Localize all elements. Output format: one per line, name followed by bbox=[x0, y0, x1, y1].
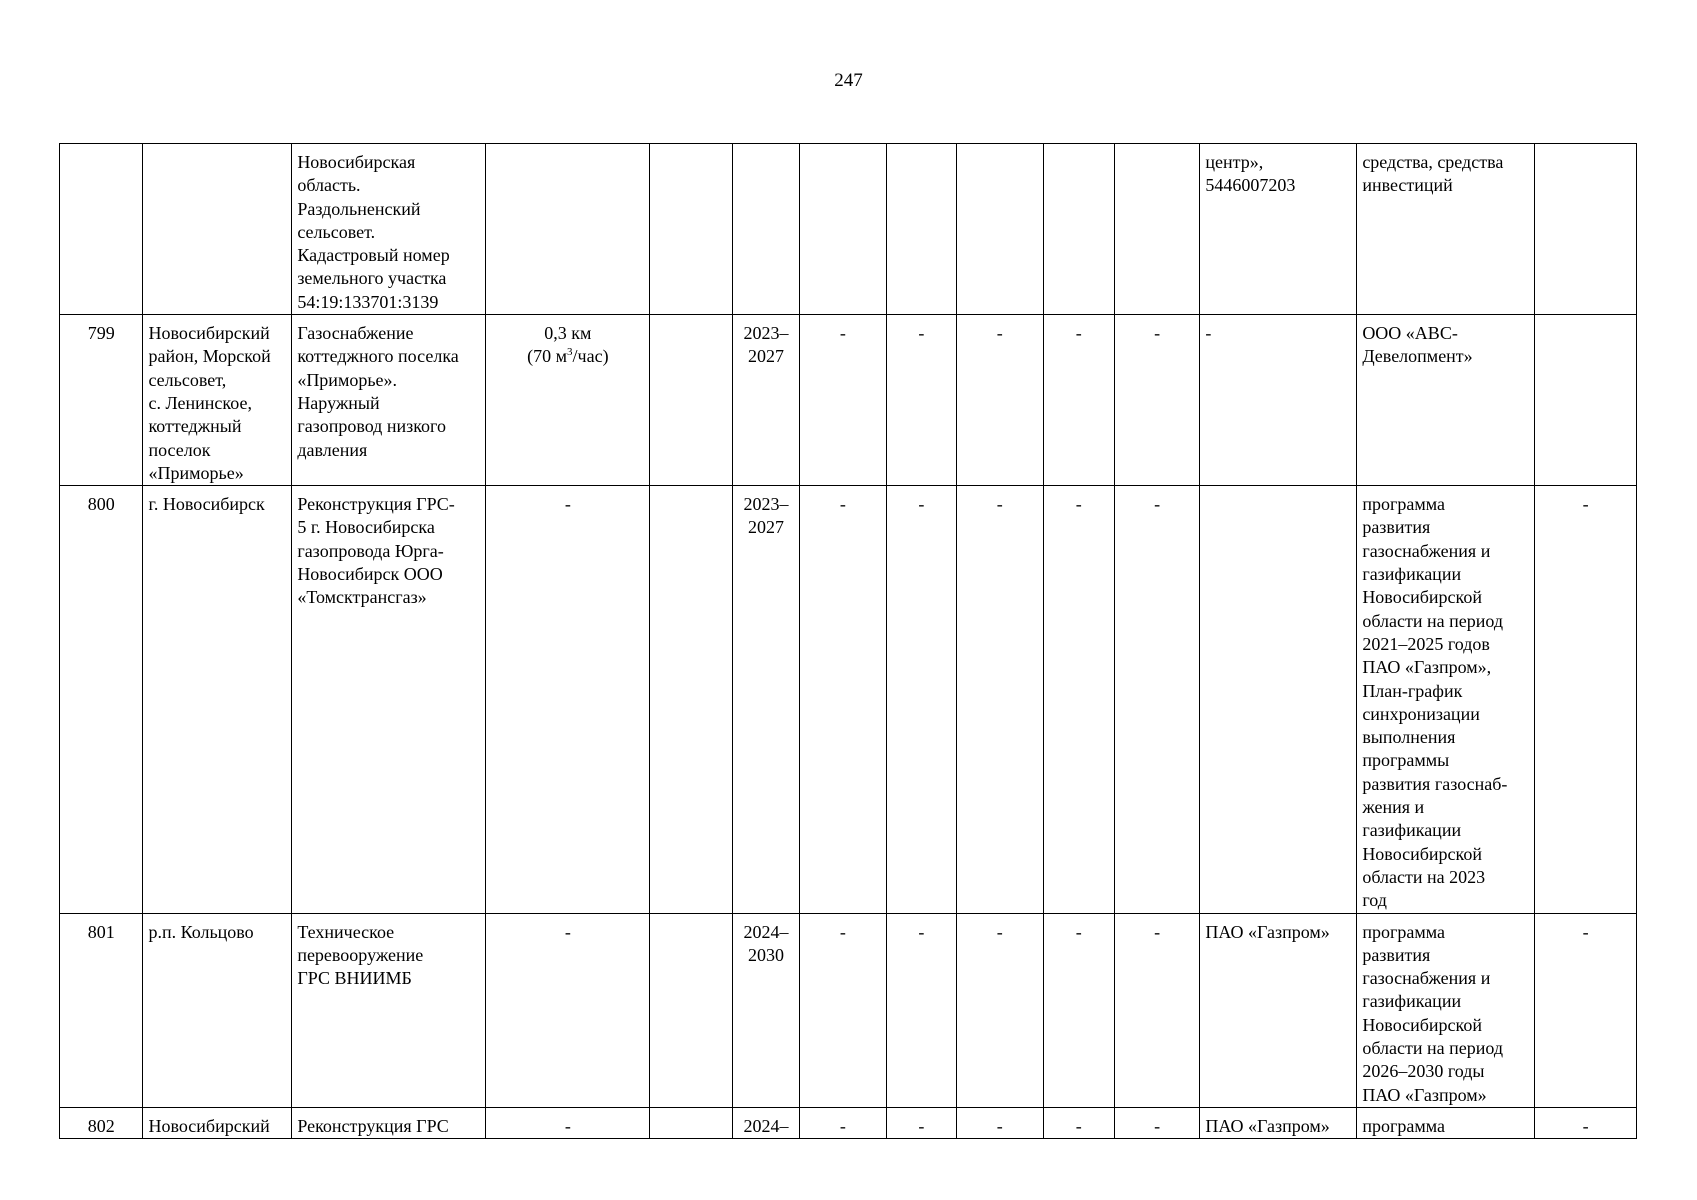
cell-c14: - bbox=[1535, 1107, 1637, 1138]
cell-capacity bbox=[486, 315, 650, 486]
cell-c10: - bbox=[1043, 913, 1114, 1107]
cell-c7: - bbox=[800, 315, 886, 486]
cell-place: Новосибирский район, Морской сельсовет, с. Ленинское, коттеджный поселок «Приморье» bbox=[143, 315, 292, 486]
cell-c10: - bbox=[1043, 486, 1114, 913]
cell-source: программа развития газоснабжения и газификации Новосибирской области на период 2026–2030 годы ПАО «Газпром» bbox=[1357, 913, 1535, 1107]
cell-period: 2024– bbox=[732, 1107, 799, 1138]
cell-c8 bbox=[886, 144, 956, 315]
table-row bbox=[60, 1107, 1637, 1138]
cell-period: 2024– 2030 bbox=[732, 913, 799, 1107]
cell-object: Реконструкция ГРС bbox=[292, 1107, 486, 1138]
cell-source: программа bbox=[1357, 1107, 1535, 1138]
cell-c7: - bbox=[800, 913, 886, 1107]
cell-c14: - bbox=[1535, 486, 1637, 913]
cell-object: Техническое перевооружение ГРС ВНИИМБ bbox=[292, 913, 486, 1107]
cell-place bbox=[143, 144, 292, 315]
cell-c11: - bbox=[1114, 486, 1199, 913]
cell-c7 bbox=[800, 144, 886, 315]
cell-c9: - bbox=[957, 315, 1043, 486]
cell-capacity bbox=[486, 144, 650, 315]
cell-no: 802 bbox=[60, 1107, 143, 1138]
cell-object: Газоснабжение коттеджного поселка «Приморье». Наружный газопровод низкого давления bbox=[292, 315, 486, 486]
cell-c11: - bbox=[1114, 913, 1199, 1107]
cell-period bbox=[732, 144, 799, 315]
cell-c5 bbox=[650, 913, 732, 1107]
capacity-length: 0,3 км bbox=[544, 323, 592, 344]
cell-capacity: - bbox=[486, 913, 650, 1107]
cell-c10: - bbox=[1043, 315, 1114, 486]
cell-c8: - bbox=[886, 1107, 956, 1138]
cell-period: 2023– 2027 bbox=[732, 315, 799, 486]
cell-c8: - bbox=[886, 913, 956, 1107]
cell-org: центр», 5446007203 bbox=[1200, 144, 1357, 315]
table-row bbox=[60, 913, 1637, 1107]
table-row bbox=[60, 486, 1637, 913]
cell-c9 bbox=[957, 144, 1043, 315]
cell-no: 801 bbox=[60, 913, 143, 1107]
cell-c5 bbox=[650, 486, 732, 913]
cell-c7: - bbox=[800, 486, 886, 913]
cell-org: ПАО «Газпром» bbox=[1200, 1107, 1357, 1138]
capacity-flow: (70 $м^3/час$) bbox=[527, 346, 609, 367]
cell-no: 799 bbox=[60, 315, 143, 486]
cell-object: Новосибирская область. Раздольненский сельсовет. Кадастровый номер земельного участка 54:19:133701:3139 bbox=[292, 144, 486, 315]
table-row bbox=[60, 144, 1637, 315]
cell-c10 bbox=[1043, 144, 1114, 315]
cell-place: г. Новосибирск bbox=[143, 486, 292, 913]
cell-no: 800 bbox=[60, 486, 143, 913]
cell-c14: - bbox=[1535, 913, 1637, 1107]
cell-c10: - bbox=[1043, 1107, 1114, 1138]
cell-capacity: - bbox=[486, 486, 650, 913]
cell-c5 bbox=[650, 1107, 732, 1138]
cell-c8: - bbox=[886, 486, 956, 913]
cell-object: Реконструкция ГРС- 5 г. Новосибирска газопровода Юрга- Новосибирск ООО «Томсктрансгаз» bbox=[292, 486, 486, 913]
cell-c9: - bbox=[957, 486, 1043, 913]
cell-c5 bbox=[650, 315, 732, 486]
cell-c11: - bbox=[1114, 1107, 1199, 1138]
cell-c8: - bbox=[886, 315, 956, 486]
cell-place: Новосибирский bbox=[143, 1107, 292, 1138]
cell-c7: - bbox=[800, 1107, 886, 1138]
cell-source: программа развития газоснабжения и газификации Новосибирской области на период 2021–2025 годов ПАО «Газпром», План-график синхронизации выполнения программы развития газоснаб- жения и газификации Новосибирской области на 2023 год bbox=[1357, 486, 1535, 913]
cell-c14 bbox=[1535, 315, 1637, 486]
cell-c11: - bbox=[1114, 315, 1199, 486]
cell-org: ПАО «Газпром» bbox=[1200, 913, 1357, 1107]
cell-source: средства, средства инвестиций bbox=[1357, 144, 1535, 315]
cell-org: - bbox=[1200, 315, 1357, 486]
cell-c11 bbox=[1114, 144, 1199, 315]
cell-c5 bbox=[650, 144, 732, 315]
cell-period: 2023– 2027 bbox=[732, 486, 799, 913]
cell-org bbox=[1200, 486, 1357, 913]
cell-capacity: - bbox=[486, 1107, 650, 1138]
cell-place: р.п. Кольцово bbox=[143, 913, 292, 1107]
cell-c9: - bbox=[957, 1107, 1043, 1138]
cell-source: ООО «АВС- Девелопмент» bbox=[1357, 315, 1535, 486]
cell-c14 bbox=[1535, 144, 1637, 315]
cell-no bbox=[60, 144, 143, 315]
page-number: 247 bbox=[834, 70, 863, 91]
cell-c9: - bbox=[957, 913, 1043, 1107]
table-row bbox=[60, 315, 1637, 486]
data-table bbox=[59, 143, 1637, 1139]
